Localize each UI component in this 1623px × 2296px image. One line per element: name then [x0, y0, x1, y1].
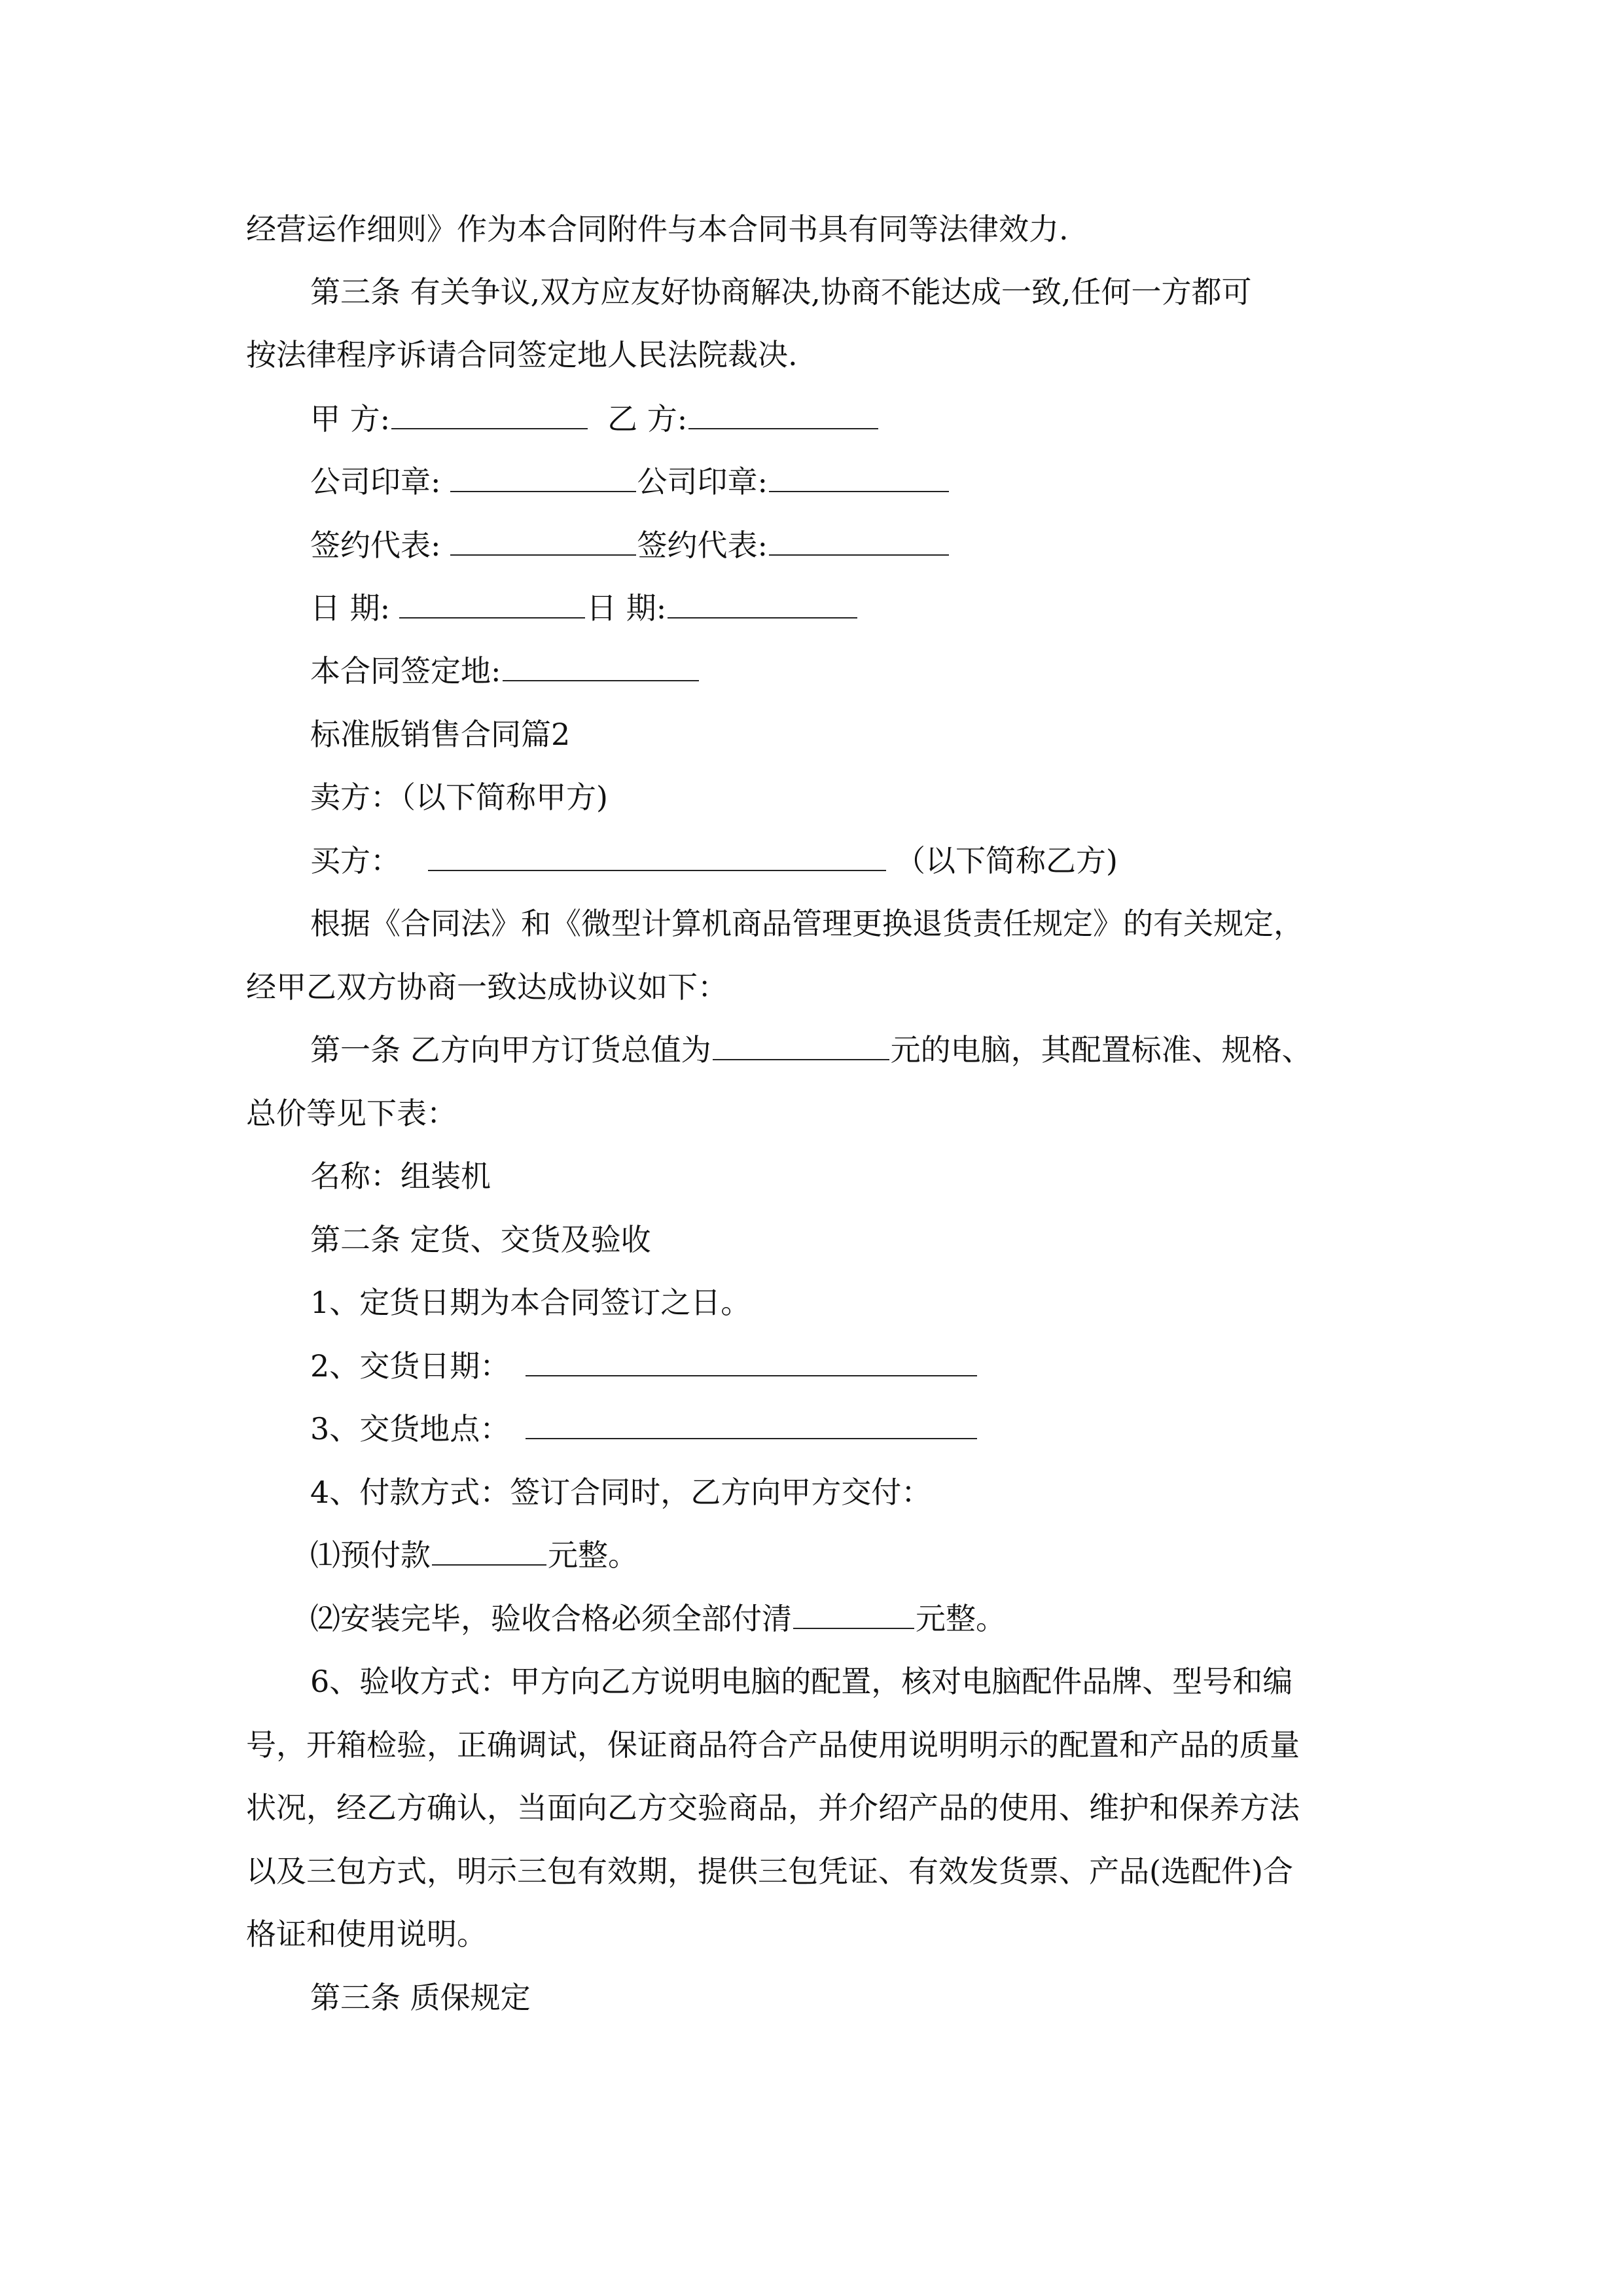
paragraph-line: [246, 1852, 1293, 1891]
rep-b-blank[interactable]: [769, 526, 949, 556]
text: 根据《合同法》和《微型计算机商品管理更换退货责任规定》的有关规定，: [310, 906, 1304, 941]
pay1-text-b: 元整。: [548, 1537, 638, 1573]
article-heading: [310, 1978, 531, 2017]
payment-line: [310, 1599, 1006, 1638]
text: 格证和使用说明。: [246, 1916, 487, 1952]
party-b-blank[interactable]: [688, 399, 878, 429]
art1-text-b: 元的电脑，其配置标准、规格、: [890, 1032, 1312, 1067]
paragraph-line: [246, 1094, 457, 1133]
paragraph-line: [246, 209, 1069, 249]
paragraph-line: [246, 335, 798, 374]
article-heading: [310, 1220, 651, 1259]
delivery-place-label: 3、交货地点：: [310, 1411, 510, 1446]
total-value-blank[interactable]: [713, 1030, 889, 1060]
party-a-blank[interactable]: [391, 399, 588, 429]
date-b-blank[interactable]: [668, 588, 857, 619]
section-title: [310, 715, 570, 754]
place-blank[interactable]: [503, 651, 699, 681]
delivery-place-blank[interactable]: [526, 1409, 977, 1439]
list-item: [310, 1409, 978, 1448]
paragraph-line: [246, 967, 728, 1007]
place-label: 本合同签定地:: [310, 653, 501, 689]
party-b-label: 乙 方:: [607, 401, 688, 437]
art1-text-a: 第一条 乙方向甲方订货总值为: [310, 1032, 711, 1067]
seal-b-blank[interactable]: [769, 462, 949, 492]
seal-b-label: 公司印章:: [637, 464, 768, 499]
text: 以及三包方式，明示三包有效期，提供三包凭证、有效发货票、产品(选配件)合: [246, 1854, 1293, 1889]
final-payment-blank[interactable]: [793, 1599, 914, 1629]
buyer-label: 买方：: [310, 843, 401, 878]
text: 名称：组装机: [310, 1158, 491, 1194]
text: 状况，经乙方确认，当面向乙方交验商品，并介绍产品的使用、维护和保养方法: [246, 1790, 1300, 1825]
text: 6、验收方式：甲方向乙方说明电脑的配置，核对电脑配件品牌、型号和编: [310, 1664, 1293, 1699]
text: 经营运作细则》作为本合同附件与本合同书具有同等法律效力.: [246, 211, 1069, 247]
paragraph-line: [246, 1914, 487, 1954]
delivery-date-label: 2、交货日期：: [310, 1348, 510, 1384]
paragraph-line: [310, 1157, 491, 1196]
buyer-blank[interactable]: [428, 841, 886, 871]
date-b-label: 日 期:: [586, 590, 667, 626]
pay2-text-b: 元整。: [916, 1601, 1006, 1636]
paragraph-line: [310, 904, 1304, 943]
date-a-label: 日 期:: [310, 590, 391, 626]
buyer-suffix: （以下简称乙方): [895, 843, 1118, 878]
list-item: [310, 1346, 978, 1386]
rep-b-label: 签约代表:: [637, 528, 768, 563]
buyer-line: [310, 841, 1118, 880]
rep-a-blank[interactable]: [450, 526, 636, 556]
seal-a-blank[interactable]: [450, 462, 636, 492]
paragraph-line: [310, 272, 1252, 312]
text: 总价等见下表：: [246, 1096, 457, 1131]
text: 第三条 质保规定: [310, 1980, 531, 2015]
text: 号，开箱检验，正确调试，保证商品符合产品使用说明明示的配置和产品的质量: [246, 1727, 1300, 1763]
party-a-label: 甲 方:: [310, 401, 391, 437]
text: 第三条 有关争议,双方应友好协商解决,协商不能达成一致,任何一方都可: [310, 274, 1252, 310]
payment-line: [310, 1535, 638, 1575]
paragraph-line: [246, 1788, 1300, 1827]
list-item: [310, 1283, 751, 1322]
seal-a-label: 公司印章:: [310, 464, 441, 499]
seller-text: 卖方：（以下简称甲方): [310, 780, 608, 815]
paragraph-line: [310, 1662, 1293, 1701]
signature-row-seal: [310, 462, 950, 501]
delivery-date-blank[interactable]: [526, 1346, 977, 1376]
text: 经甲乙双方协商一致达成协议如下：: [246, 969, 728, 1005]
signature-row-place: [310, 651, 700, 691]
signature-row-party: [310, 399, 880, 439]
pay2-text-a: ⑵安装完毕，验收合格必须全部付清: [310, 1601, 792, 1636]
prepayment-blank[interactable]: [432, 1535, 546, 1566]
signature-row-date: [310, 588, 859, 628]
title-text: 标准版销售合同篇2: [310, 717, 571, 752]
text: 4、付款方式：签订合同时，乙方向甲方交付：: [310, 1475, 932, 1510]
date-a-blank[interactable]: [399, 588, 585, 619]
rep-a-label: 签约代表:: [310, 528, 441, 563]
list-item: [310, 1473, 931, 1512]
text: 第二条 定货、交货及验收: [310, 1222, 651, 1257]
text: 1、定货日期为本合同签订之日。: [310, 1285, 751, 1320]
signature-row-representative: [310, 526, 950, 565]
seller-line: [310, 778, 608, 817]
article-1-line: [310, 1030, 1312, 1069]
text: 按法律程序诉请合同签定地人民法院裁决.: [246, 337, 798, 372]
paragraph-line: [246, 1725, 1300, 1765]
pay1-text-a: ⑴预付款: [310, 1537, 431, 1573]
